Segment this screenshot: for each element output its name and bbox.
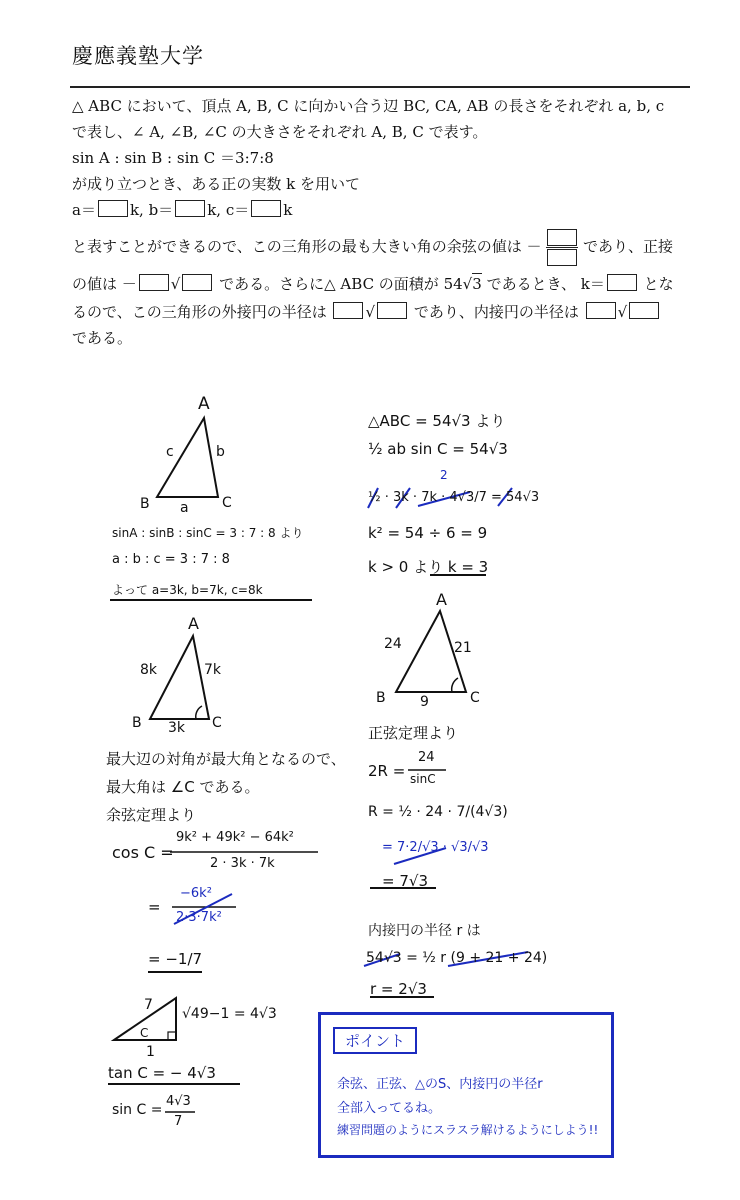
k-result: k > 0 より k = 3 [368,558,489,576]
point-line-1: 余弦、正弦、△のS、内接円の半径r [337,1077,543,1092]
tri3-base: 1 [146,1044,155,1060]
point-box [318,1012,614,1158]
R-result: = 7√3 [382,872,428,890]
line8-text-mid: であり、内接円の半径は [413,303,579,321]
max-side-note: 最大辺の対角が最大角となるので、 [106,750,346,768]
tri1-vertex-c: C [222,495,232,511]
area-formula: ½ ab sin C = 54√3 [368,440,508,458]
R-rationalize: = 7·2/√3 · √3/√3 [382,840,489,855]
tri1-side-a: a [180,500,189,516]
tri1-vertex-b: B [140,496,150,512]
right-angle-mark [168,1032,176,1040]
k-squared: k² = 54 ÷ 6 = 9 [368,524,488,542]
page-title: 慶應義塾大学 [72,44,204,68]
answer-a-label: a＝ [72,201,96,219]
problem-line-8: るので、この三角形の外接円の半径は √ であり、内接円の半径は √ [72,300,692,324]
side-ratio-line: a : b : c = 3 : 7 : 8 [112,552,230,567]
tri2-side-3k: 3k [168,720,186,736]
line8-text: るので、この三角形の外接円の半径は [72,303,327,321]
tri3-side-24: 24 [384,636,402,652]
area-substitution: ½ · 3k · 7k · 4√3/7 = 54√3 [368,490,540,505]
tri1-vertex-a: A [198,394,210,414]
k-values-line: よって a=3k, b=7k, c=8k [112,583,263,597]
root-3: 3 [472,275,482,293]
cancel-annotation: 2 [440,468,448,482]
problem-line-7: の値は － √ である。さらに△ ABC の面積が 54√3 であるとき、 k＝ とな [72,275,674,293]
tan-c-result: tan C = − 4√3 [108,1064,216,1082]
line7-text-end: とな [643,275,674,293]
answer-b-label: k, b＝ [129,201,174,219]
tri3-vertex-c: C [470,690,480,706]
cos-numerator: 9k² + 49k² − 64k² [176,830,294,845]
tri2-vertex-a: A [188,614,199,633]
point-line-2: 全部入ってるね。 [337,1101,442,1116]
cos-simplify-num: −6k² [180,886,212,901]
cos-simplify-den: 2·3·7k² [176,910,222,925]
sin-c-num: 4√3 [166,1094,191,1109]
cos-denominator: 2 · 3k · 7k [210,856,275,871]
angle-c-arc [196,706,202,719]
2r-num: 24 [418,750,435,765]
line7-text: の値は － [72,275,137,293]
sine-law-note: 正弦定理より [368,724,459,742]
cos-result: = −1/7 [148,950,203,968]
tri2-vertex-c: C [212,715,222,731]
tri2-vertex-b: B [132,715,142,731]
line6-text-end: であり、正接 [583,237,674,256]
tri3-side-9: 9 [420,694,429,710]
cos-c-lhs: cos C = [112,843,174,862]
line7-text-mid: である。さらに△ ABC の面積が 54 [219,275,463,293]
ratio-line: sinA : sinB : sinC = 3 : 7 : 8 より [112,526,304,540]
area-given: △ABC = 54√3 より [368,412,506,430]
cosine-law-note: 余弦定理より [106,806,197,824]
tri3-hypotenuse: 7 [144,997,153,1013]
tri2-side-7k: 7k [204,662,222,678]
angle-c-arc-2 [452,678,458,692]
tri3-height: √49−1 = 4√3 [182,1006,277,1022]
k-label: k [283,201,293,219]
point-line-3: 練習問題のようにスラスラ解けるようにしよう!! [337,1123,599,1137]
problem-line-2: で表し、∠ A, ∠B, ∠C の大きさをそれぞれ A, B, C で表す。 [72,123,488,141]
2r-lhs: 2R = [368,762,406,780]
sin-c-den: 7 [174,1114,183,1129]
tri3-vertex-a: A [436,590,447,609]
tri1-side-b: b [216,444,225,460]
max-angle-note: 最大角は ∠C である。 [106,778,260,796]
problem-line-3: sin A : sin B : sin C ＝3:7:8 [72,149,274,167]
equals-sign: = [148,898,161,916]
tri1-side-c: c [166,444,174,460]
problem-line-4: が成り立つとき、ある正の実数 k を用いて [72,175,361,193]
line7-text-post: であるとき、 k＝ [486,275,605,293]
tri2-side-8k: 8k [140,662,158,678]
line6-text: と表すことができるので、この三角形の最も大きい角の余弦の値は － [72,237,542,256]
2r-den: sinC [410,772,436,786]
inradius-equation: 54√3 = ½ r (9 + 21 + 24) [366,950,548,966]
tri3-side-21: 21 [454,640,472,656]
tri3-vertex-b: B [376,690,386,706]
sin-c-lhs: sin C = [112,1102,163,1118]
point-label: ポイント [333,1027,417,1054]
inradius-result: r = 2√3 [370,980,427,998]
R-calc: R = ½ · 24 · 7/(4√3) [368,804,508,820]
tri3-angle: C [140,1026,149,1040]
problem-line-1: △ ABC において、頂点 A, B, C に向かい合う辺 BC, CA, AB の長さをそれぞれ a, b, c [72,97,665,115]
problem-line-9: である。 [72,329,133,347]
inradius-note: 内接円の半径 r は [368,923,481,939]
answer-c-label: k, c＝ [207,201,250,219]
